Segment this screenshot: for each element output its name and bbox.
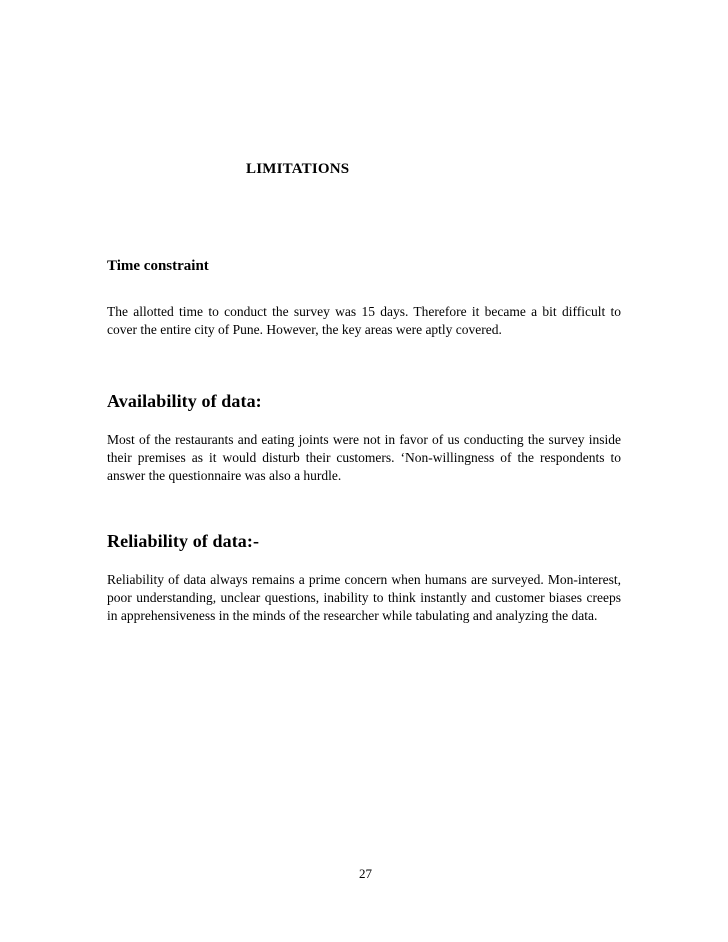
section-reliability-of-data <box>107 531 621 552</box>
section-paragraph: Most of the restaurants and eating joints were not in favor of us conducting the survey inside their premises as it would disturb their customers. ‘Non-willingness of the respondents to answer the questionnaire was also a hurdle. <box>107 432 621 483</box>
page-number: 27 <box>359 866 372 881</box>
section-paragraph: Reliability of data always remains a prime concern when humans are surveyed. Mon-interest, poor understanding, unclear questions, inability to think instantly and customer biases creeps in apprehensiveness in the minds of the researcher while tabulating and analyzing the data. <box>107 572 621 623</box>
section-time-constraint-body <box>107 303 621 339</box>
section-reliability-of-data-body <box>107 571 621 625</box>
section-paragraph: The allotted time to conduct the survey was 15 days. Therefore it became a bit difficult to cover the entire city of Pune. However, the key areas were aptly covered. <box>107 304 621 337</box>
section-time-constraint <box>107 258 621 275</box>
section-heading: Availability of data: <box>107 391 262 411</box>
section-availability-of-data <box>107 391 621 412</box>
page-title: LIMITATIONS <box>246 161 350 177</box>
section-heading: Time constraint <box>107 258 209 274</box>
section-availability-of-data-body <box>107 431 621 485</box>
section-heading: Reliability of data:- <box>107 531 260 551</box>
